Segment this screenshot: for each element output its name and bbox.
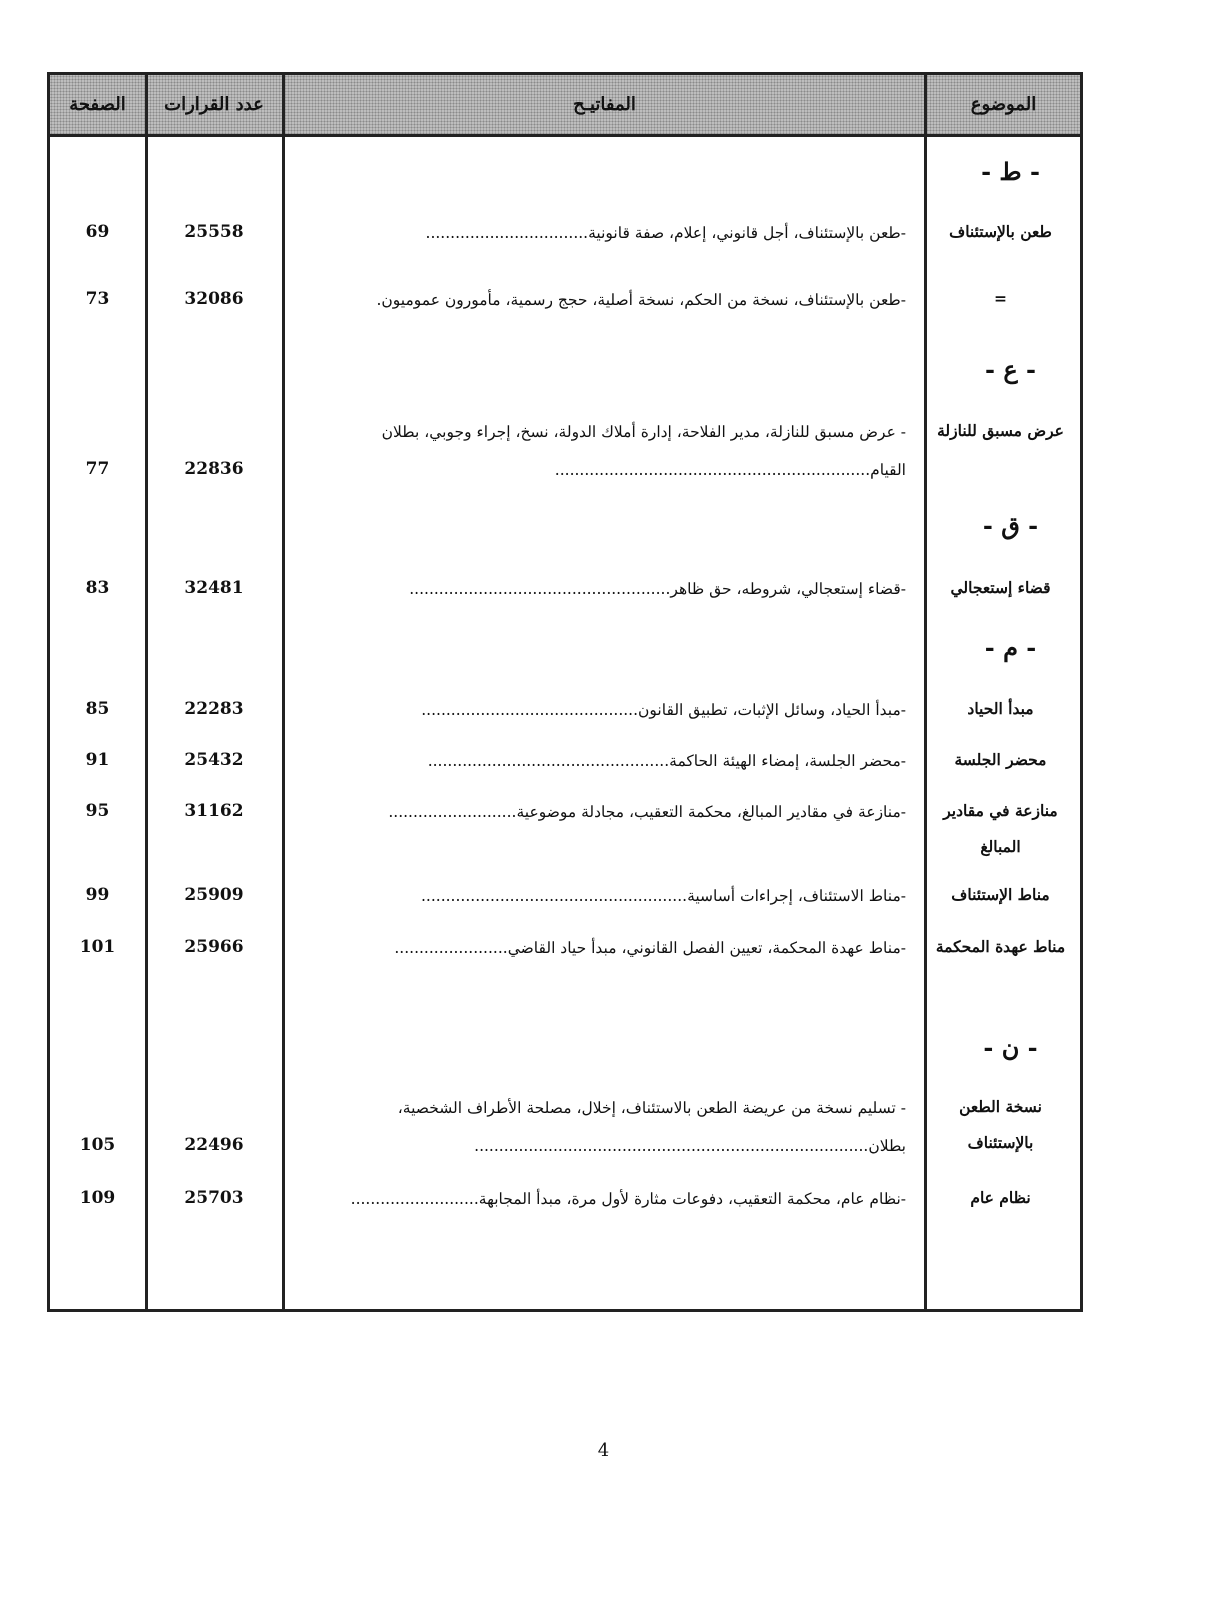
keywords-cell — [298, 214, 906, 252]
page-number-cell: 109 — [79, 1188, 116, 1208]
decision-number: 32086 — [184, 289, 244, 309]
decision-number: 25966 — [184, 937, 244, 957]
section-letter-nun: - ن - — [983, 1033, 1038, 1062]
keywords-cell — [298, 793, 906, 831]
keywords-text: -مناط الاستئناف، إجراءات أساسية — [687, 887, 906, 905]
column-divider — [145, 75, 148, 1309]
keywords-cell — [298, 413, 906, 489]
subject-cell: محضر الجلسة — [954, 750, 1047, 769]
keywords-text: -طعن بالإستئناف، نسخة من الحكم، نسخة أصلية، حجج رسمية، مأمورون عموميون. — [376, 291, 906, 309]
subject-cell: مناط الإستئناف — [951, 885, 1050, 904]
subject-cell: = — [994, 289, 1007, 308]
decision-number: 25703 — [184, 1188, 244, 1208]
subject-cell: نظام عام — [970, 1188, 1031, 1207]
section-letter-mim: - م - — [984, 633, 1037, 662]
decision-number: 25558 — [184, 222, 244, 242]
subject-cell: نسخة الطعن بالإستئناف — [959, 1097, 1042, 1152]
leader-dots: ............................................ — [421, 701, 639, 719]
keywords-text: -مبدأ الحياد، وسائل الإثبات، تطبيق القانون — [638, 701, 906, 719]
decision-number: 22496 — [184, 1135, 244, 1155]
leader-dots: ................................................................................ — [474, 1137, 869, 1155]
column-divider — [924, 75, 927, 1309]
page-number: 4 — [597, 1440, 610, 1461]
header-keywords: المفاتيـح — [573, 94, 636, 115]
page-number-cell: 85 — [85, 699, 110, 719]
leader-dots: ................................. — [425, 224, 589, 242]
keywords-text: - عرض مسبق للنازلة، مدير الفلاحة، إدارة أملاك الدولة، نسخ، إجراء وجوبي، بطلان القيام — [381, 423, 906, 479]
decision-number: 22836 — [184, 459, 244, 479]
subject-cell: قضاء إستعجالي — [950, 578, 1051, 597]
keywords-cell — [298, 281, 906, 319]
keywords-text: -مناط عهدة المحكمة، تعيين الفصل القانوني، مبدأ حياد القاضي — [507, 939, 906, 957]
page-number-cell: 105 — [79, 1135, 116, 1155]
decision-number: 25432 — [184, 750, 244, 770]
page-number-cell: 101 — [79, 937, 116, 957]
keywords-cell — [298, 929, 906, 967]
section-letter-ain: - ع - — [985, 355, 1036, 384]
header-subject: الموضوع — [970, 94, 1037, 115]
keywords-cell — [298, 570, 906, 608]
keywords-cell — [298, 691, 906, 729]
decision-number: 22283 — [184, 699, 244, 719]
keywords-cell — [298, 742, 906, 780]
subject-cell: مبدأ الحياد — [967, 699, 1034, 718]
decision-number: 25909 — [184, 885, 244, 905]
keywords-cell — [298, 1180, 906, 1218]
keywords-text: -قضاء إستعجالي، شروطه، حق ظاهر — [670, 580, 906, 598]
section-letter-ta: - ط - — [981, 157, 1040, 186]
keywords-text: -محضر الجلسة، إمضاء الهيئة الحاكمة — [669, 752, 906, 770]
leader-dots: ................................................. — [427, 752, 670, 770]
header-decision-number: عدد القرارات — [164, 94, 264, 115]
column-divider — [282, 75, 285, 1309]
page-number-cell: 83 — [85, 578, 110, 598]
subject-cell: منازعة في مقادير المبالغ — [943, 801, 1058, 856]
keywords-text: - تسليم نسخة من عريضة الطعن بالاستئناف، إخلال، مصلحة الأطراف الشخصية، بطلان — [397, 1099, 906, 1155]
decision-number: 31162 — [184, 801, 244, 821]
page-number-cell: 91 — [85, 750, 110, 770]
subject-cell: طعن بالإستئناف — [949, 222, 1052, 241]
page-number-cell: 69 — [85, 222, 110, 242]
leader-dots: .......................... — [388, 803, 517, 821]
leader-dots: ................................................................ — [554, 461, 871, 479]
page-number-cell: 77 — [85, 459, 110, 479]
page-number-cell: 99 — [85, 885, 110, 905]
keywords-cell — [298, 877, 906, 915]
keywords-text: -منازعة في مقادير المبالغ، محكمة التعقيب، مجادلة موضوعية — [516, 803, 906, 821]
leader-dots: ..................................................... — [409, 580, 671, 598]
section-letter-qaf: - ق - — [982, 511, 1039, 540]
leader-dots: ...................................................... — [421, 887, 688, 905]
decision-number: 32481 — [184, 578, 244, 598]
keywords-cell — [298, 1089, 906, 1165]
keywords-text: -طعن بالإستئناف، أجل قانوني، إعلام، صفة قانونية — [588, 224, 906, 242]
index-table — [47, 72, 1083, 1312]
subject-cell: عرض مسبق للنازلة — [937, 421, 1064, 440]
subject-cell: مناط عهدة المحكمة — [935, 937, 1066, 956]
page-number-cell: 95 — [85, 801, 110, 821]
header-page: الصفحة — [69, 94, 126, 115]
page-number-cell: 73 — [85, 289, 110, 309]
keywords-text: -نظام عام، محكمة التعقيب، دفوعات مثارة لأول مرة، مبدأ المجابهة — [478, 1190, 906, 1208]
leader-dots: ....................... — [394, 939, 508, 957]
leader-dots: .......................... — [350, 1190, 479, 1208]
